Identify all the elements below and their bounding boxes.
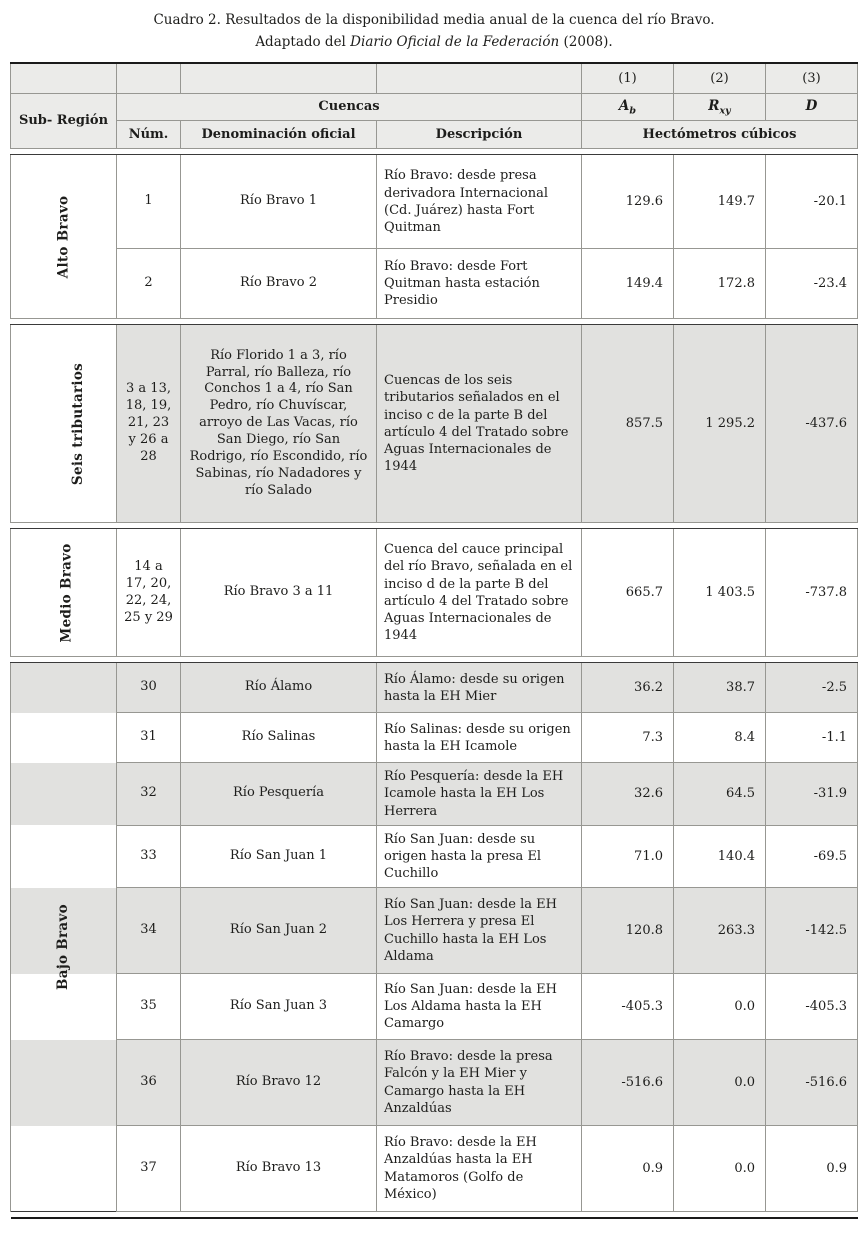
cell-descripcion: Río Bravo: desde Fort Quitman hasta estación Presidio: [377, 249, 582, 319]
header-units: Hectómetros cúbicos: [582, 121, 858, 149]
caption-line2-italic: Diario Oficial de la Federación: [350, 34, 560, 50]
cell-d: -516.6: [766, 1040, 858, 1126]
cell-rxy: 0.0: [674, 1126, 766, 1212]
cell-denominacion: Río Bravo 3 a 11: [181, 529, 377, 657]
cell-rxy: 172.8: [674, 249, 766, 319]
header-row-column-numbers: [11, 63, 858, 93]
table-row: [11, 1126, 858, 1212]
cell-rxy: 140.4: [674, 825, 766, 887]
cell-d: -2.5: [766, 663, 858, 713]
cell-ab: 0.9: [582, 1126, 674, 1212]
header-empty-cell: [181, 63, 377, 93]
cell-d: -405.3: [766, 974, 858, 1040]
cell-ab: 71.0: [582, 825, 674, 887]
cell-num: 36: [117, 1040, 181, 1126]
cell-d: -23.4: [766, 249, 858, 319]
caption-line2: [0, 31, 868, 53]
cell-d: -437.6: [766, 325, 858, 523]
region-stripe: [11, 825, 117, 887]
cell-ab: 36.2: [582, 663, 674, 713]
table-row: [11, 249, 858, 319]
header-symbol-ab: [582, 93, 674, 121]
cell-rxy: 0.0: [674, 974, 766, 1040]
cell-descripcion: Río Bravo: desde la presa Falcón y la EH Mier y Camargo hasta la EH Anzaldúas: [377, 1040, 582, 1126]
cell-rxy: 64.5: [674, 763, 766, 825]
header-col-number-3: (3): [766, 63, 858, 93]
table-row: [11, 1040, 858, 1126]
symbol-letter: R: [708, 97, 720, 114]
region-label-bajo-bravo: Bajo Bravo: [55, 904, 71, 990]
caption-line1: Cuadro 2. Resultados de la disponibilidad media anual de la cuenca del río Bravo.: [153, 12, 715, 28]
region-label: Medio Bravo: [58, 543, 75, 643]
cell-num: 1: [117, 155, 181, 249]
symbol-subscript: b: [629, 105, 637, 117]
cell-denominacion: Río Bravo 13: [181, 1126, 377, 1212]
symbol-subscript: xy: [719, 105, 731, 117]
cell-descripcion: Cuenca del cauce principal del río Bravo, señalada en el inciso d de la parte B del artículo 4 del Tratado sobre Aguas Internacionales de 1944: [377, 529, 582, 657]
cell-d: -1.1: [766, 713, 858, 763]
cell-descripcion: Río Pesquería: desde la EH Icamole hasta la EH Los Herrera: [377, 763, 582, 825]
cell-descripcion: Río Bravo: desde presa derivadora Internacional (Cd. Juárez) hasta Fort Quitman: [377, 155, 582, 249]
cell-denominacion: Río Salinas: [181, 713, 377, 763]
region-stripe: [11, 763, 117, 825]
cell-rxy: 38.7: [674, 663, 766, 713]
separator-cell: [11, 1212, 858, 1218]
region-cell-seis-tributarios: [11, 325, 117, 523]
cell-num: 32: [117, 763, 181, 825]
cell-rxy: 1 403.5: [674, 529, 766, 657]
header-num: Núm.: [117, 121, 181, 149]
region-cell-medio-bravo: [11, 529, 117, 657]
region-label: Alto Bravo: [55, 195, 72, 279]
table-row: [11, 663, 858, 713]
cell-ab: 857.5: [582, 325, 674, 523]
caption-line2-prefix: Adaptado del: [255, 34, 351, 50]
symbol-letter: D: [805, 97, 818, 114]
cell-descripcion: Río Bravo: desde la EH Anzaldúas hasta la EH Matamoros (Golfo de México): [377, 1126, 582, 1212]
header-col-number-2: (2): [674, 63, 766, 93]
region-cell-alto-bravo: [11, 155, 117, 319]
cell-num: 34: [117, 888, 181, 974]
cell-num: 35: [117, 974, 181, 1040]
cell-rxy: 1 295.2: [674, 325, 766, 523]
table-row: [11, 325, 858, 523]
region-stripe: [11, 888, 117, 974]
header-symbol-d: [766, 93, 858, 121]
cell-num: 2: [117, 249, 181, 319]
cell-d: -142.5: [766, 888, 858, 974]
table-row: [11, 974, 858, 1040]
caption-line2-suffix: (2008).: [559, 34, 613, 50]
data-table: [10, 62, 858, 1219]
cell-denominacion: Río Florido 1 a 3, río Parral, río Balleza, río Conchos 1 a 4, río San Pedro, río Chuvíscar, arroyo de Las Vacas, río San Diego, río San Rodrigo, río Escondido, río Sabinas, río Nadadores y río Salado: [181, 325, 377, 523]
header-row-columns: [11, 121, 858, 149]
cell-denominacion: Río Bravo 12: [181, 1040, 377, 1126]
cell-descripcion: Cuencas de los seis tributarios señalados en el inciso c de la parte B del artículo 4 del Tratado sobre Aguas Internacionales de 1944: [377, 325, 582, 523]
cell-denominacion: Río Álamo: [181, 663, 377, 713]
cell-ab: 665.7: [582, 529, 674, 657]
cell-ab: 120.8: [582, 888, 674, 974]
table-row: [11, 763, 858, 825]
table-row: [11, 155, 858, 249]
region-stripe: [11, 1126, 117, 1212]
cell-denominacion: Río San Juan 2: [181, 888, 377, 974]
cell-descripcion: Río San Juan: desde la EH Los Herrera y presa El Cuchillo hasta la EH Los Aldama: [377, 888, 582, 974]
cell-num: 33: [117, 825, 181, 887]
cell-num: 3 a 13, 18, 19, 21, 23 y 26 a 28: [117, 325, 181, 523]
header-empty-cell: [11, 63, 117, 93]
cell-num: 37: [117, 1126, 181, 1212]
header-col-number-1: (1): [582, 63, 674, 93]
cell-denominacion: Río San Juan 1: [181, 825, 377, 887]
cell-d: 0.9: [766, 1126, 858, 1212]
table-row: [11, 888, 858, 974]
cell-ab: 149.4: [582, 249, 674, 319]
cell-num: 14 a 17, 20, 22, 24, 25 y 29: [117, 529, 181, 657]
cell-ab: -405.3: [582, 974, 674, 1040]
cell-ab: 7.3: [582, 713, 674, 763]
table-row: [11, 529, 858, 657]
separator-row: [11, 1212, 858, 1218]
cell-num: 30: [117, 663, 181, 713]
header-empty-cell: [377, 63, 582, 93]
table-row: [11, 713, 858, 763]
cell-rxy: 263.3: [674, 888, 766, 974]
cell-rxy: 0.0: [674, 1040, 766, 1126]
cell-denominacion: Río Bravo 2: [181, 249, 377, 319]
cell-denominacion: Río Pesquería: [181, 763, 377, 825]
cell-descripcion: Río San Juan: desde su origen hasta la presa El Cuchillo: [377, 825, 582, 887]
cell-d: -20.1: [766, 155, 858, 249]
table-container: [10, 62, 858, 1219]
cell-denominacion: Río San Juan 3: [181, 974, 377, 1040]
region-stripe: [11, 663, 117, 713]
region-stripe: [11, 1040, 117, 1126]
cell-ab: 32.6: [582, 763, 674, 825]
header-denominacion: Denominación oficial: [181, 121, 377, 149]
cell-rxy: 149.7: [674, 155, 766, 249]
header-sub-region: Sub- Región: [11, 93, 117, 149]
header-symbol-rxy: [674, 93, 766, 121]
header-descripcion: Descripción: [377, 121, 582, 149]
cell-ab: -516.6: [582, 1040, 674, 1126]
region-stripe: [11, 713, 117, 763]
region-stripe: [11, 974, 117, 1040]
cell-descripcion: Río San Juan: desde la EH Los Aldama hasta la EH Camargo: [377, 974, 582, 1040]
cell-descripcion: Río Salinas: desde su origen hasta la EH Icamole: [377, 713, 582, 763]
header-cuencas: Cuencas: [117, 93, 582, 121]
table-row: [11, 825, 858, 887]
cell-num: 31: [117, 713, 181, 763]
cell-rxy: 8.4: [674, 713, 766, 763]
header-empty-cell: [117, 63, 181, 93]
cell-ab: 129.6: [582, 155, 674, 249]
table-caption: [0, 0, 868, 62]
cell-d: -31.9: [766, 763, 858, 825]
cell-descripcion: Río Álamo: desde su origen hasta la EH Mier: [377, 663, 582, 713]
symbol-letter: A: [618, 97, 630, 114]
header-row-groups: [11, 93, 858, 121]
cell-d: -69.5: [766, 825, 858, 887]
region-label: Seis tributarios: [70, 362, 87, 485]
cell-denominacion: Río Bravo 1: [181, 155, 377, 249]
cell-d: -737.8: [766, 529, 858, 657]
